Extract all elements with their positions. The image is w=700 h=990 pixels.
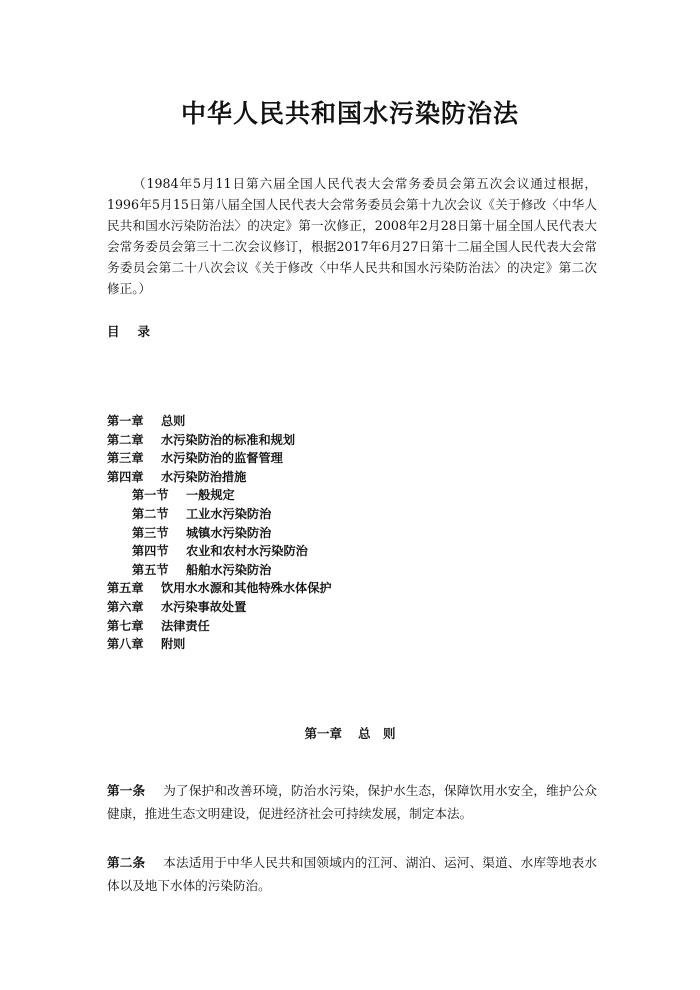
toc-item[interactable] [107,468,332,487]
toc-item-number: 第二节 [132,506,169,521]
toc-subitem[interactable] [107,505,332,524]
toc-item[interactable] [107,579,332,598]
toc-item-number: 第四节 [132,544,169,559]
toc-item-number: 第一节 [132,488,169,503]
toc-item[interactable] [107,635,332,654]
toc-item-label: 水污染防治措施 [161,469,247,484]
toc-item[interactable] [107,412,332,431]
toc-subitem[interactable] [107,486,332,505]
toc-item[interactable] [107,431,332,450]
toc-item-number: 第三章 [107,451,144,466]
chapter-heading [0,724,700,742]
chapter-number: 第一章 [304,726,342,741]
article-number: 第二条 [107,855,146,870]
toc-subitem[interactable] [107,524,332,543]
toc-item[interactable] [107,617,332,636]
article-paragraph [107,779,597,825]
toc-item-label: 总则 [161,414,186,428]
toc-item-number: 第六章 [107,599,144,614]
document-title: 中华人民共和国水污染防治法 [180,99,519,128]
toc-item-label: 水污染事故处置 [161,599,247,614]
toc-item-number: 第三节 [132,525,169,540]
toc-subitem[interactable] [107,542,332,561]
article-number: 第一条 [107,783,146,798]
toc-item-label: 饮用水水源和其他特殊水体保护 [161,581,332,596]
table-of-contents [107,412,332,654]
toc-item-number: 第七章 [107,618,144,633]
toc-subitem[interactable] [107,561,332,580]
toc-item-label: 船舶水污染防治 [186,562,272,577]
preamble-paragraph: （1984年5月11日第六届全国人民代表大会常务委员会第五次会议通过根据，1996年5月15日第八届全国人民代表大会常务委员会第十九次会议《关于修改〈中华人民共和国水污染防治法〉的决定》第一次修正，2008年2月28日第十届全国人民代表大会常务委员会第三十二次会议修订，根据2017年6月27日第十二届全国人民代表大会常务委员会第二十八次会议《关于修改〈中华人民共和国水污染防治法〉的决定》第二次修正。） [107,176,597,296]
toc-item[interactable] [107,449,332,468]
chapter-title: 总 则 [358,726,396,741]
article-text: 本法适用于中华人民共和国领域内的江河、湖泊、运河、渠道、水库等地表水体以及地下水体的污染防治。 [107,855,598,893]
toc-item-label: 工业水污染防治 [186,506,272,521]
article-text: 为了保护和改善环境，防治水污染，保护水生态，保障饮用水安全，维护公众健康，推进生态文明建设，促进经济社会可持续发展，制定本法。 [107,783,598,821]
toc-item-label: 一般规定 [186,488,235,503]
toc-item-number: 第一章 [107,414,144,428]
toc-item-label: 法律责任 [161,618,210,633]
toc-item-number: 第五章 [107,581,144,596]
toc-item-number: 第二章 [107,432,144,447]
toc-item-number: 第五节 [132,562,169,577]
toc-item-label: 附则 [161,637,186,652]
toc-item-number: 第四章 [107,469,144,484]
toc-item-label: 水污染防治的监督管理 [161,451,283,466]
toc-heading-char-2: 录 [137,324,151,339]
article-paragraph [107,851,597,897]
toc-item-number: 第八章 [107,637,144,652]
toc-heading [107,322,150,340]
toc-item-label: 城镇水污染防治 [186,525,272,540]
toc-item-label: 农业和农村水污染防治 [186,544,308,559]
toc-item-label: 水污染防治的标准和规划 [161,432,296,447]
toc-heading-char-1: 目 [107,324,120,339]
toc-item[interactable] [107,598,332,617]
